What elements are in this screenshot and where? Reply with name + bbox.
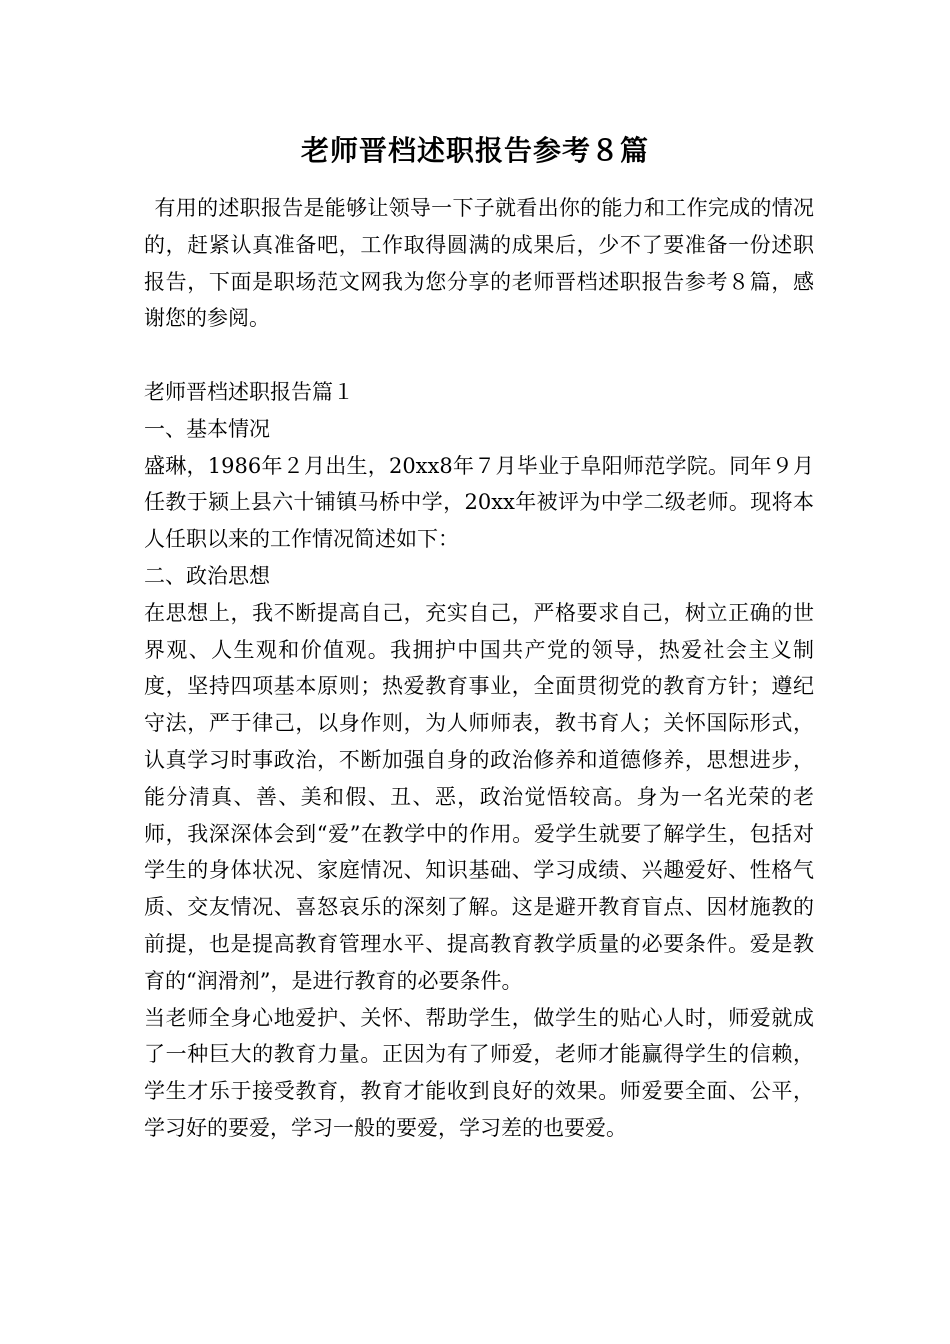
teacher-love-paragraph: 当老师全身心地爱护、关怀、帮助学生，做学生的贴心人时，师爱就成了一种巨大的教育力量。正因为有了师爱，老师才能赢得学生的信赖，学生才乐于接受教育，教育才能收到良好的效果。师爱要全面、公平，学习好的要爱，学习一般的要爱，学习差的也要爱。 — [144, 1005, 814, 1140]
heading-basic-info: 一、基本情况 — [144, 416, 270, 441]
document-body — [144, 190, 814, 1147]
heading-political-thought: 二、政治思想 — [144, 563, 270, 588]
basic-info-paragraph: 盛琳，1986年２月出生，20xx8年７月毕业于阜阳师范学院。同年９月任教于颍上县六十铺镇马桥中学，20xx年被评为中学二级老师。现将本人任职以来的工作情况简述如下： — [144, 453, 814, 552]
section-title: 老师晋档述职报告篇１ — [144, 379, 354, 404]
intro-paragraph: 有用的述职报告是能够让领导一下子就看出你的能力和工作完成的情况的，赶紧认真准备吧，工作取得圆满的成果后，少不了要准备一份述职报告，下面是职场范文网我为您分享的老师晋档述职报告参考８篇，感谢您的参阅。 — [144, 196, 814, 331]
document-title: 老师晋档述职报告参考８篇 — [300, 134, 649, 167]
political-thought-paragraph: 在思想上，我不断提高自己，充实自己，严格要求自己，树立正确的世界观、人生观和价值观。我拥护中国共产党的领导，热爱社会主义制度，坚持四项基本原则；热爱教育事业，全面贯彻党的教育方针；遵纪守法，严于律己，以身作则，为人师师表，教书育人；关怀国际形式，认真学习时事政治，不断加强自身的政治修养和道德修养，思想进步，能分清真、善、美和假、丑、恶，政治觉悟较高。身为一名光荣的老师，我深深体会到“爱”在教学中的作用。爱学生就要了解学生，包括对学生的身体状况、家庭情况、知识基础、学习成绩、兴趣爱好、性格气质、交友情况、喜怒哀乐的深刻了解。这是避开教育盲点、因材施教的前提，也是提高教育管理水平、提高教育教学质量的必要条件。爱是教育的“润滑剂”，是进行教育的必要条件。 — [144, 600, 814, 993]
paragraph-spacer — [144, 337, 814, 374]
